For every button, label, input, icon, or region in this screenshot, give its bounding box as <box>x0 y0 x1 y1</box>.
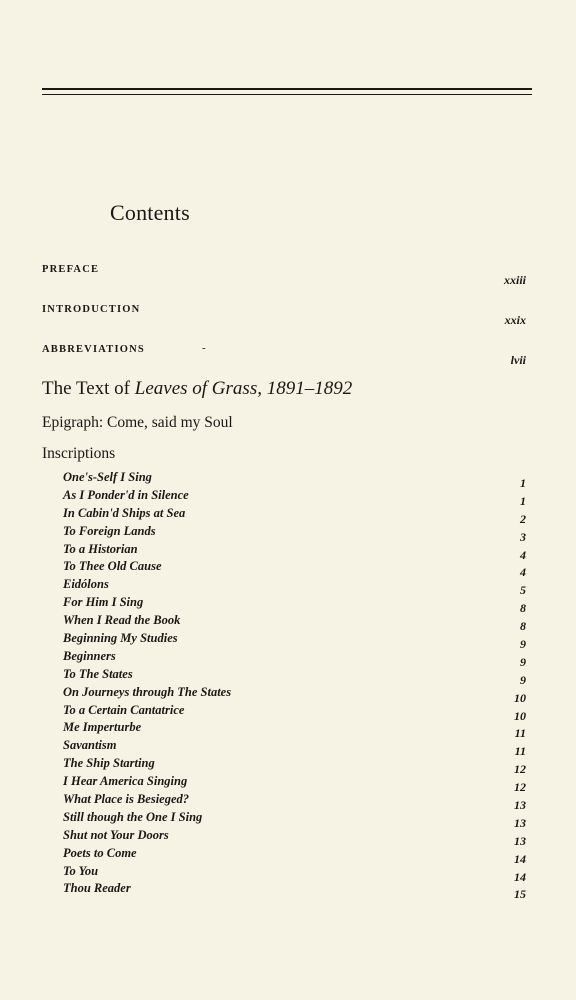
toc-entry-page: 3 <box>520 529 526 544</box>
toc-entry-title: Still though the One I Sing <box>63 809 203 824</box>
front-matter-label: PREFACE <box>42 264 100 275</box>
front-matter-page: xxiii <box>503 273 526 287</box>
toc-entry-title: To The States <box>63 666 133 681</box>
toc-entry-page: 8 <box>520 619 526 634</box>
toc-entry-title: In Cabin'd Ships at Sea <box>63 505 186 520</box>
toc-entry[interactable] <box>63 685 526 703</box>
toc-entry[interactable] <box>63 470 526 488</box>
toc-entry[interactable] <box>63 864 526 882</box>
toc-entry[interactable] <box>63 524 526 542</box>
toc-entry[interactable] <box>63 738 526 759</box>
toc-entry[interactable] <box>63 577 526 598</box>
toc-entry-title: Savantism <box>63 738 117 753</box>
toc-entry-page: 5 <box>520 583 526 598</box>
toc-entry[interactable] <box>63 667 526 685</box>
header-rule-thick <box>42 88 532 90</box>
toc-entry[interactable] <box>63 542 526 560</box>
front-matter-page: xxix <box>504 313 526 327</box>
stray-mark: - <box>202 342 206 354</box>
toc-entry-page: 13 <box>514 798 526 813</box>
toc-entry-page: 15 <box>514 887 526 902</box>
toc-entry[interactable] <box>63 506 526 524</box>
toc-entry-page: 9 <box>520 654 526 669</box>
toc-entry-page: 9 <box>520 672 526 687</box>
front-matter-label: ABBREVIATIONS <box>42 344 145 355</box>
toc-entry-page: 12 <box>514 762 526 777</box>
toc-entry-page: 13 <box>514 815 526 830</box>
toc-entry-title: To You <box>63 863 99 878</box>
toc-entry-title: What Place is Besieged? <box>63 792 190 807</box>
toc-entry[interactable] <box>63 595 526 616</box>
toc-entry[interactable] <box>63 881 526 902</box>
toc-entry-page: 9 <box>520 637 526 652</box>
toc-entry[interactable] <box>63 810 526 828</box>
toc-entry-page: 4 <box>520 565 526 580</box>
toc-entry[interactable] <box>63 488 526 506</box>
toc-entry-title: Eidólons <box>63 577 109 592</box>
toc-entry-title: To a Historian <box>63 541 138 556</box>
section-title-italic: Leaves of Grass, 1891–1892 <box>134 378 353 399</box>
toc-entry[interactable] <box>63 720 526 741</box>
toc-entry-page: 14 <box>514 869 526 884</box>
toc-entry-title: One's-Self I Sing <box>63 470 152 484</box>
toc-entry-title: Poets to Come <box>63 845 137 860</box>
toc-entry-page: 11 <box>514 744 526 759</box>
toc-entry-title: Beginning My Studies <box>63 631 178 646</box>
toc-entry-title: As I Ponder'd in Silence <box>63 487 189 502</box>
section-title-prefix: The Text of <box>42 378 135 399</box>
front-matter-label: INTRODUCTION <box>42 304 141 315</box>
toc-entry-title: Me Imperturbe <box>63 720 142 735</box>
toc-entry-page: 1 <box>520 476 526 490</box>
toc-entry[interactable] <box>63 828 526 846</box>
toc-entry[interactable] <box>63 649 526 667</box>
toc-entry-page: 4 <box>520 547 526 562</box>
toc-entry[interactable] <box>63 559 526 580</box>
front-matter-row-abbreviations[interactable] <box>42 344 526 368</box>
section-title <box>42 378 352 400</box>
toc-entry-page: 2 <box>520 511 526 526</box>
toc-entry[interactable] <box>63 756 526 777</box>
toc-entry-page: 12 <box>514 780 526 795</box>
toc-entry[interactable] <box>63 774 526 795</box>
toc-entry[interactable] <box>63 703 526 721</box>
front-matter-row-introduction[interactable] <box>42 304 526 328</box>
header-rule-thin <box>42 94 532 95</box>
toc-entry-page: 14 <box>514 851 526 866</box>
front-matter-page: lvii <box>510 353 526 367</box>
toc-entry-page: 13 <box>514 833 526 848</box>
toc-entry-title: To Foreign Lands <box>63 523 156 538</box>
toc-entry-page: 10 <box>514 690 526 705</box>
toc-entry-title: Beginners <box>63 648 116 663</box>
toc-entry[interactable] <box>63 613 526 634</box>
toc-entry-title: Thou Reader <box>63 881 131 896</box>
toc-entry-title: When I Read the Book <box>63 613 181 628</box>
toc-entry-page: 8 <box>520 601 526 616</box>
toc-entry-page: 10 <box>514 708 526 723</box>
toc-entry[interactable] <box>63 792 526 813</box>
epigraph-entry[interactable]: Epigraph: Come, said my Soul <box>42 414 233 431</box>
toc-entry-page: 11 <box>514 726 526 741</box>
toc-entry-title: To Thee Old Cause <box>63 559 162 574</box>
front-matter-row-preface[interactable] <box>42 264 526 288</box>
toc-entry-title: On Journeys through The States <box>63 684 232 699</box>
page-title: Contents <box>110 200 190 225</box>
toc-entry-title: To a Certain Cantatrice <box>63 702 185 717</box>
toc-entry-page: 1 <box>520 493 526 508</box>
toc-entry[interactable] <box>63 846 526 864</box>
toc-entry-title: Shut not Your Doors <box>63 827 169 842</box>
group-heading: Inscriptions <box>42 445 116 462</box>
toc-entry[interactable] <box>63 631 526 652</box>
toc-entry-title: I Hear America Singing <box>63 774 188 789</box>
toc-entry-title: For Him I Sing <box>63 595 144 610</box>
toc-entry-title: The Ship Starting <box>63 756 155 771</box>
toc-list <box>63 470 526 902</box>
